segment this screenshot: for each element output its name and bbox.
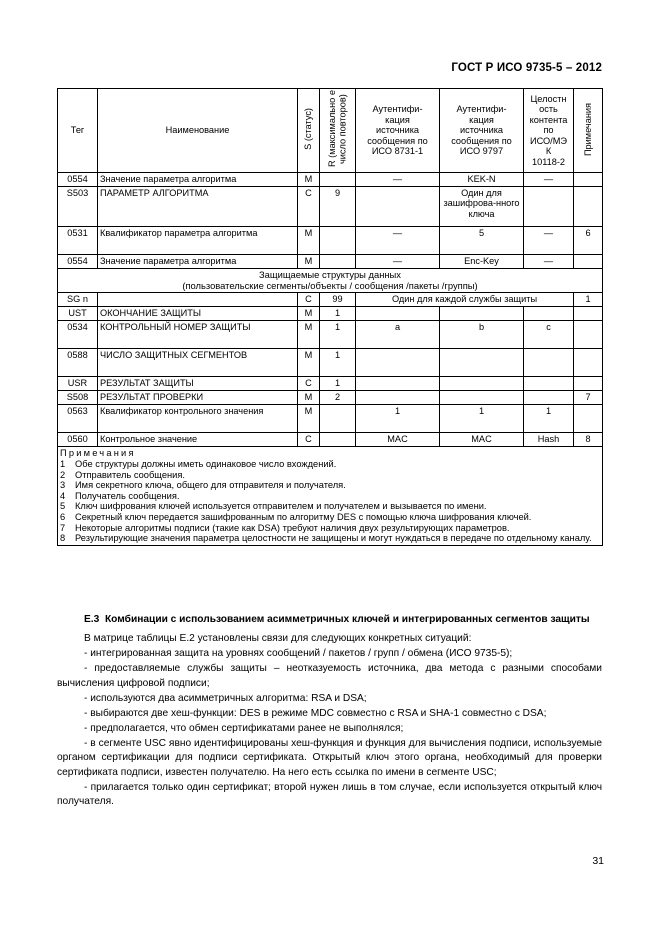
- table-row: [58, 391, 603, 405]
- cell-auth-9797: Один для зашифрова-нного ключа: [440, 187, 524, 227]
- integrity-line-2: ость: [539, 104, 558, 115]
- section-banner-line-1: Защищаемые структуры данных: [259, 269, 401, 280]
- cell-tag: 0534: [58, 321, 98, 349]
- cell-tag: USR: [58, 377, 98, 391]
- column-header-auth-8731: [356, 89, 440, 173]
- note-text: Результирующие значения параметра целостности не защищены и могут нуждаться в передаче по отдельному каналу.: [75, 533, 592, 544]
- integrity-line-1: Целостн: [530, 93, 567, 104]
- cell-integrity: Hash: [524, 433, 574, 447]
- cell-repeats: 2: [320, 391, 356, 405]
- cell-note: [574, 187, 603, 227]
- cell-auth-9797: 5: [440, 227, 524, 255]
- cell-repeats: 1: [320, 349, 356, 377]
- column-header-repeats-label: R (максимально е число повторов): [327, 90, 348, 168]
- note-item: [60, 480, 600, 491]
- document-running-header: ГОСТ Р ИСО 9735-5 – 2012: [451, 62, 602, 74]
- cell-note: [574, 307, 603, 321]
- table-row: [58, 405, 603, 433]
- cell-note: [574, 405, 603, 433]
- note-item: [60, 501, 600, 512]
- cell-note: 7: [574, 391, 603, 405]
- cell-name: РЕЗУЛЬТАТ ЗАЩИТЫ: [98, 377, 298, 391]
- security-elements-table: [57, 88, 603, 546]
- note-number: 8: [60, 533, 66, 544]
- cell-auth-8731: MAC: [356, 433, 440, 447]
- cell-auth-8731: [356, 307, 440, 321]
- note-number: 3: [60, 480, 66, 491]
- cell-note: [574, 173, 603, 187]
- cell-integrity: [524, 307, 574, 321]
- integrity-line-7: 10118-2: [531, 156, 566, 167]
- cell-name: Значение параметра алгоритма: [98, 255, 298, 269]
- cell-status: M: [298, 349, 320, 377]
- column-header-repeats: [320, 89, 356, 173]
- cell-repeats: 9: [320, 187, 356, 227]
- cell-note: [574, 349, 603, 377]
- cell-auth-9797: b: [440, 321, 524, 349]
- table-row: [58, 349, 603, 377]
- table-row: [58, 433, 603, 447]
- table-section-header-row: [58, 269, 603, 293]
- cell-integrity: —: [524, 227, 574, 255]
- cell-auth-9797: [440, 391, 524, 405]
- table-row: [58, 187, 603, 227]
- section-e3-paragraph: - в сегменте USC явно идентифицированы хеш-функция и функция для вычисления подписи, используемые органом сертификации для подписи сертификата. Открытый ключ этого органа, необходимый для проверки сертификата подписи, известен получателю. На него есть ссылка по имени в сегменте USC;: [57, 737, 602, 778]
- section-e3-paragraph: - используются два асимметричных алгоритма: RSA и DSA;: [84, 692, 367, 704]
- cell-auth-9797: Enc-Key: [440, 255, 524, 269]
- cell-integrity: [524, 377, 574, 391]
- cell-name: РЕЗУЛЬТАТ ПРОВЕРКИ: [98, 391, 298, 405]
- cell-status: C: [298, 187, 320, 227]
- cell-span-all-services: Один для каждой службы защиты: [356, 293, 574, 307]
- table-row: [58, 377, 603, 391]
- cell-integrity: [524, 187, 574, 227]
- cell-note: [574, 377, 603, 391]
- table-row: [58, 307, 603, 321]
- cell-auth-8731: [356, 391, 440, 405]
- cell-integrity: c: [524, 321, 574, 349]
- cell-name: [98, 293, 298, 307]
- note-number: 4: [60, 490, 66, 501]
- table-notes-cell: [58, 447, 603, 545]
- cell-integrity: [524, 391, 574, 405]
- note-item: [60, 523, 600, 534]
- cell-auth-9797: [440, 377, 524, 391]
- section-e3-paragraph: - выбираются две хеш-функции: DES в режиме MDC совместно с RSA и SHA-1 совместно с DSA;: [84, 707, 547, 719]
- table-header-row: [58, 89, 603, 173]
- section-e3-paragraph: - предполагается, что обмен сертификатами ранее не выполнялся;: [84, 722, 404, 734]
- note-text: Ключ шифрования ключей используется отправителем и получателем и вызывается по имени.: [75, 501, 487, 512]
- auth8731-line-4: сообщения по: [367, 135, 428, 146]
- cell-auth-8731: [356, 349, 440, 377]
- table-notes-row: [58, 447, 603, 545]
- cell-auth-9797: KEK-N: [440, 173, 524, 187]
- column-header-status: [298, 89, 320, 173]
- note-number: 5: [60, 501, 66, 512]
- page-number: 31: [592, 855, 604, 867]
- column-header-name-label: Наименование: [165, 125, 230, 136]
- note-text: Имя секретного ключа, общего для отправителя и получателя.: [75, 480, 346, 491]
- auth8731-line-3: источника: [375, 125, 420, 136]
- cell-auth-9797: [440, 349, 524, 377]
- cell-repeats: [320, 173, 356, 187]
- cell-tag: S508: [58, 391, 98, 405]
- cell-auth-9797: [440, 307, 524, 321]
- note-text: Некоторые алгоритмы подписи (такие как DSA) требуют наличия двух результирующих параметров.: [75, 522, 510, 533]
- cell-note: 8: [574, 433, 603, 447]
- section-e3-paragraph: - интегрированная защита на уровнях сообщений / пакетов / групп / обмена (ИСО 9735-5);: [84, 648, 513, 660]
- section-e3-paragraph: В матрице таблицы Е.2 установлены связи для следующих конкретных ситуаций:: [84, 633, 472, 645]
- cell-name: Значение параметра алгоритма: [98, 173, 298, 187]
- cell-status: M: [298, 227, 320, 255]
- cell-tag: 0531: [58, 227, 98, 255]
- cell-tag: 0588: [58, 349, 98, 377]
- cell-name: КОНТРОЛЬНЫЙ НОМЕР ЗАЩИТЫ: [98, 321, 298, 349]
- cell-tag: SG n: [58, 293, 98, 307]
- cell-status: M: [298, 307, 320, 321]
- section-banner-line-2: (пользовательские сегменты/объекты / сообщения /пакеты /группы): [182, 279, 478, 291]
- cell-repeats: 1: [320, 321, 356, 349]
- section-banner: [58, 269, 603, 293]
- cell-status: C: [298, 377, 320, 391]
- integrity-line-6: К: [545, 146, 552, 157]
- cell-status: M: [298, 255, 320, 269]
- section-e3-paragraph: - прилагается только один сертификат; второй нужен лишь в том случае, если используется открытый ключ получателя.: [57, 781, 602, 808]
- note-text: Секретный ключ передается зашифрованным по алгоритму DES с помощью ключа шифрования ключей.: [75, 512, 532, 522]
- table-row: [58, 293, 603, 307]
- cell-integrity: —: [524, 173, 574, 187]
- cell-repeats: 1: [320, 307, 356, 321]
- cell-integrity: [524, 349, 574, 377]
- cell-name: ЧИСЛО ЗАЩИТНЫХ СЕГМЕНТОВ: [98, 349, 298, 377]
- cell-auth-9797: 1: [440, 405, 524, 433]
- column-header-name: [98, 89, 298, 173]
- cell-tag: 0554: [58, 255, 98, 269]
- cell-repeats: [320, 227, 356, 255]
- cell-tag: 0563: [58, 405, 98, 433]
- cell-name: Квалификатор контрольного значения: [98, 405, 298, 433]
- column-header-tag: [58, 89, 98, 173]
- section-e3-title: Комбинации с использованием асимметричных ключей и интегрированных сегментов защиты: [104, 614, 590, 625]
- note-text: Отправитель сообщения.: [75, 469, 185, 480]
- cell-auth-8731: [356, 187, 440, 227]
- cell-name: ОКОНЧАНИЕ ЗАЩИТЫ: [98, 307, 298, 321]
- cell-integrity: 1: [524, 405, 574, 433]
- cell-status: M: [298, 173, 320, 187]
- cell-repeats: [320, 255, 356, 269]
- section-e3-number: Е.3: [84, 614, 100, 625]
- cell-status: M: [298, 405, 320, 433]
- cell-repeats: [320, 405, 356, 433]
- cell-name: Контрольное значение: [98, 433, 298, 447]
- auth9797-line-3: источника: [459, 125, 504, 136]
- section-e3: [57, 613, 602, 810]
- column-header-tag-label: Тег: [70, 125, 85, 136]
- cell-note: 1: [574, 293, 603, 307]
- integrity-line-5: ИСО/МЭ: [530, 135, 567, 146]
- cell-integrity: —: [524, 255, 574, 269]
- cell-auth-9797: MAC: [440, 433, 524, 447]
- note-number: 1: [60, 459, 66, 470]
- note-item: [60, 512, 600, 523]
- cell-tag: 0554: [58, 173, 98, 187]
- column-header-integrity: [524, 89, 574, 173]
- note-text: Получатель сообщения.: [75, 490, 180, 501]
- integrity-line-3: контента: [529, 114, 568, 125]
- table-row: [58, 255, 603, 269]
- cell-name: Квалификатор параметра алгоритма: [98, 227, 298, 255]
- auth9797-line-4: сообщения по: [451, 135, 512, 146]
- column-header-auth-9797: [440, 89, 524, 173]
- cell-note: 6: [574, 227, 603, 255]
- cell-status: M: [298, 391, 320, 405]
- cell-tag: 0560: [58, 433, 98, 447]
- cell-status: C: [298, 293, 320, 307]
- note-number: 2: [60, 469, 66, 480]
- cell-note: [574, 321, 603, 349]
- cell-auth-8731: —: [356, 255, 440, 269]
- column-header-status-label: S (статус): [303, 108, 314, 151]
- cell-auth-8731: [356, 377, 440, 391]
- note-item: [60, 459, 600, 470]
- auth8731-line-5: ИСО 8731-1: [371, 146, 424, 157]
- cell-note: [574, 255, 603, 269]
- cell-repeats: 99: [320, 293, 356, 307]
- auth8731-line-1: Аутентифи-: [372, 104, 423, 115]
- note-number: 7: [60, 522, 66, 533]
- cell-auth-8731: 1: [356, 405, 440, 433]
- cell-status: C: [298, 433, 320, 447]
- column-header-notes-label: Примечания: [582, 102, 593, 156]
- security-elements-table-wrapper: [57, 88, 602, 546]
- auth8731-line-2: кация: [385, 114, 410, 125]
- cell-status: M: [298, 321, 320, 349]
- table-row: [58, 321, 603, 349]
- note-item: [60, 470, 600, 481]
- cell-tag: S503: [58, 187, 98, 227]
- cell-auth-8731: a: [356, 321, 440, 349]
- table-row: [58, 173, 603, 187]
- cell-repeats: [320, 433, 356, 447]
- auth9797-line-5: ИСО 9797: [459, 146, 504, 157]
- auth9797-line-1: Аутентифи-: [456, 104, 507, 115]
- table-row: [58, 227, 603, 255]
- column-header-notes: [574, 89, 603, 173]
- cell-repeats: 1: [320, 377, 356, 391]
- note-item: [60, 491, 600, 502]
- cell-auth-8731: —: [356, 227, 440, 255]
- note-number: 6: [60, 512, 66, 522]
- section-e3-paragraph: - предоставляемые службы защиты – неотказуемость источника, два метода с разными способами вычисления цифровой подписи;: [57, 663, 602, 689]
- notes-title: Примечания: [60, 448, 136, 459]
- cell-name: ПАРАМЕТР АЛГОРИТМА: [98, 187, 298, 227]
- cell-tag: UST: [58, 307, 98, 321]
- auth9797-line-2: кация: [469, 114, 494, 125]
- cell-auth-8731: —: [356, 173, 440, 187]
- section-e3-heading: [57, 613, 602, 627]
- note-text: Обе структуры должны иметь одинаковое число вхождений.: [75, 459, 337, 470]
- note-item: [60, 533, 600, 544]
- integrity-line-4: по: [543, 125, 554, 136]
